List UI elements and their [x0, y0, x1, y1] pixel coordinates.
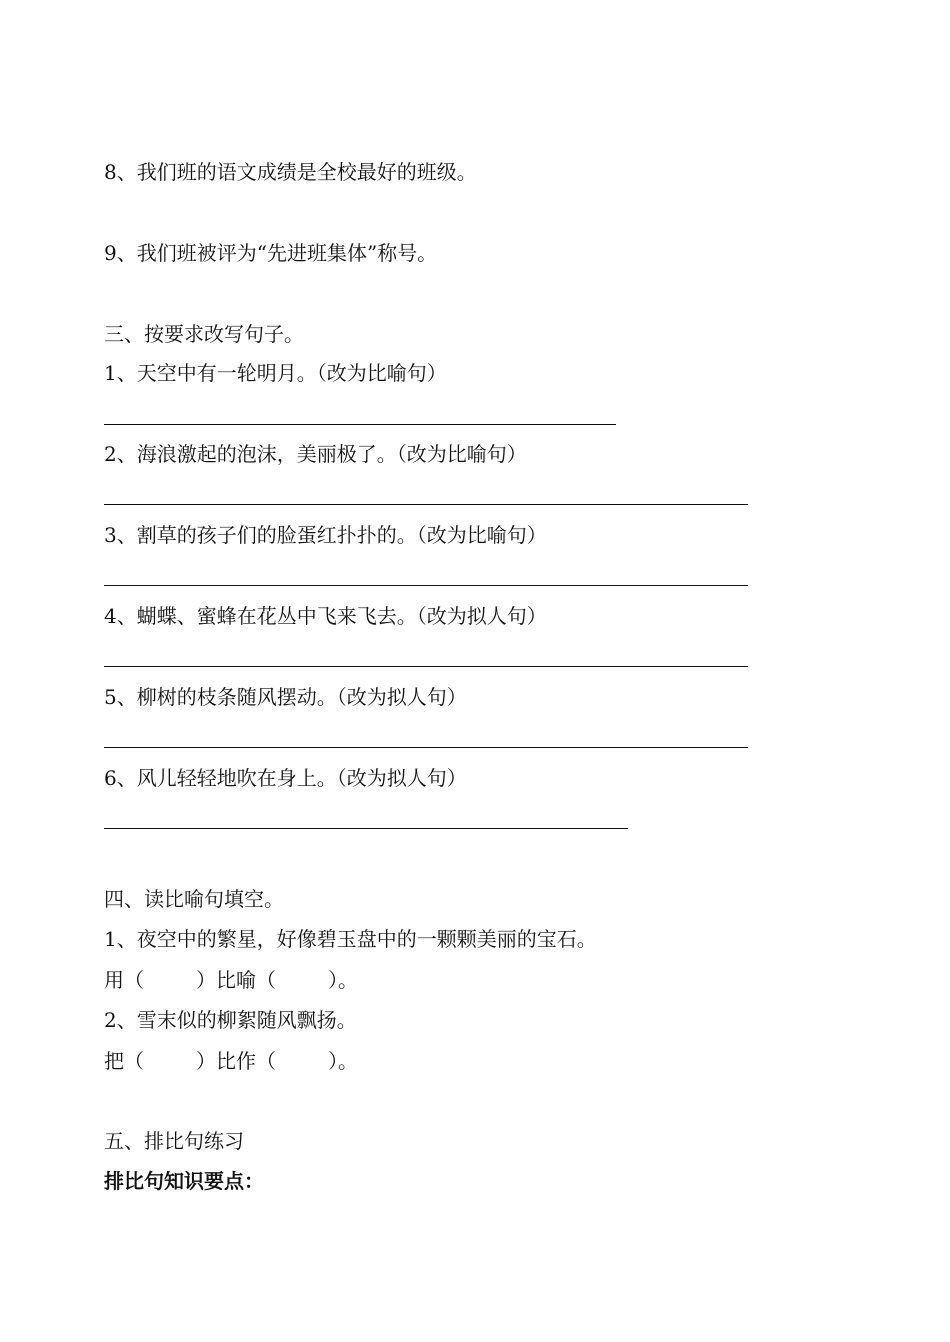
- fill-blank-1-prefix: 用（: [104, 968, 144, 992]
- section-3-question-2: 2、海浪激起的泡沫，美丽极了。（改为比喻句）: [104, 442, 527, 466]
- section-3-question-6: 6、风儿轻轻地吹在身上。（改为拟人句）: [104, 766, 467, 790]
- answer-line-3[interactable]: [104, 585, 748, 586]
- answer-line-1[interactable]: [104, 424, 616, 425]
- section-3-question-4: 4、蝴蝶、蜜蜂在花丛中飞来飞去。（改为拟人句）: [104, 604, 547, 628]
- section-5-heading: 五、排比句练习: [104, 1129, 244, 1153]
- fill-blank-2-prefix: 把（: [104, 1049, 144, 1073]
- section-3-question-5: 5、柳树的枝条随风摆动。（改为拟人句）: [104, 685, 467, 709]
- section-4-heading: 四、读比喻句填空。: [104, 887, 284, 911]
- section-4-question-1: 1、夜空中的繁星，好像碧玉盘中的一颗颗美丽的宝石。: [104, 927, 597, 951]
- fill-blank-1-suffix: ）。: [328, 968, 358, 992]
- section-3-question-3: 3、割草的孩子们的脸蛋红扑扑的。（改为比喻句）: [104, 523, 547, 547]
- section-3-question-1: 1、天空中有一轮明月。（改为比喻句）: [104, 361, 447, 385]
- fill-blank-2-middle: ）比作（: [196, 1049, 276, 1073]
- section-3-heading: 三、按要求改写句子。: [104, 322, 304, 346]
- fill-blank-1-middle: ）比喻（: [196, 968, 276, 992]
- section-5-subheading: 排比句知识要点：: [104, 1169, 264, 1193]
- question-9: 9、我们班被评为“先进班集体”称号。: [104, 241, 438, 265]
- answer-line-5[interactable]: [104, 747, 748, 748]
- section-4-question-2: 2、雪末似的柳絮随风飘扬。: [104, 1008, 357, 1032]
- fill-blank-2-suffix: ）。: [328, 1049, 358, 1073]
- answer-line-2[interactable]: [104, 504, 748, 505]
- answer-line-4[interactable]: [104, 666, 748, 667]
- question-8: 8、我们班的语文成绩是全校最好的班级。: [104, 160, 477, 184]
- fill-blank-1: [104, 968, 358, 992]
- answer-line-6[interactable]: [104, 828, 628, 829]
- fill-blank-2: [104, 1049, 358, 1073]
